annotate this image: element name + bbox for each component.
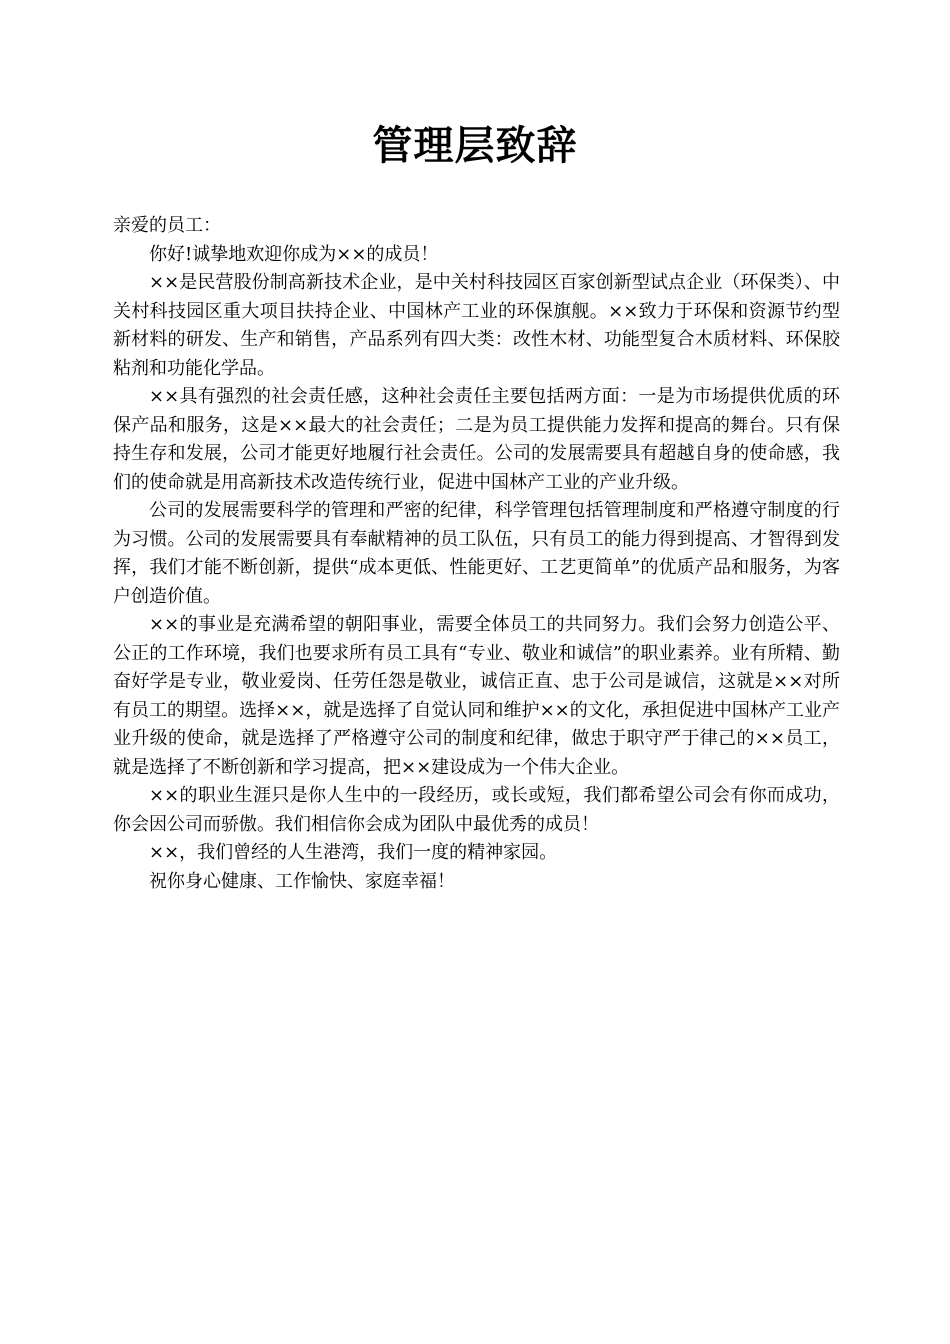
paragraph-welcome: 你好!诚挚地欢迎你成为××的成员！: [149, 243, 439, 265]
paragraph-company-intro: ××是民营股份制高新技术企业，是中关村科技园区百家创新型试点企业（环保类）、中关村科技园区重大项目扶持企业、中国林产工业的环保旗舰。××致力于环保和资源节约型新材料的研发、生产和销售，产品系列有四大类：改性木材、功能型复合木质材料、环保胶粘剂和功能化学品。: [113, 272, 840, 379]
paragraph-career-expectations: ××的事业是充满希望的朝阳事业，需要全体员工的共同努力。我们会努力创造公平、公正的工作环境，我们也要求所有员工具有“专业、敬业和诚信”的职业素养。业有所精、勤奋好学是专业，敬业爱岗、任劳任怨是敬业，诚信正直、忠于公司是诚信，这就是××对所有员工的期望。选择××，就是选择了自觉认同和维护××的文化，承担促进中国林产工业产业升级的使命，就是选择了严格遵守公司的制度和纪律，做忠于职守严于律己的××员工，就是选择了不断创新和学习提高，把××建设成为一个伟大企业。: [113, 614, 840, 778]
paragraph-closing-wishes: 祝你身心健康、工作愉快、家庭幸福！: [149, 870, 455, 892]
paragraph-social-responsibility: ××具有强烈的社会责任感，这种社会责任主要包括两方面：一是为市场提供优质的环保产品和服务，这是××最大的社会责任；二是为员工提供能力发挥和提高的舞台。只有保持生存和发展，公司才能更好地履行社会责任。公司的发展需要具有超越自身的使命感，我们的使命就是用高新技术改造传统行业，促进中国林产工业的产业升级。: [113, 386, 840, 493]
paragraph-career-journey: ××的职业生涯只是你人生中的一段经历，或长或短，我们都希望公司会有你而成功，你会因公司而骄傲。我们相信你会成为团队中最优秀的成员！: [113, 785, 840, 835]
greeting: 亲爱的员工：: [113, 215, 221, 236]
paragraph-harbor: ××，我们曾经的人生港湾，我们一度的精神家园。: [149, 842, 558, 863]
letter-body: [113, 212, 840, 896]
paragraph-management-discipline: 公司的发展需要科学的管理和严密的纪律，科学管理包括管理制度和严格遵守制度的行为习惯。公司的发展需要具有奉献精神的员工队伍，只有员工的能力得到提高、才智得到发挥，我们才能不断创新，提供“成本更低、性能更好、工艺更简单”的优质产品和服务，为客户创造价值。: [113, 500, 840, 607]
document-title: 管理层致辞: [372, 123, 578, 169]
